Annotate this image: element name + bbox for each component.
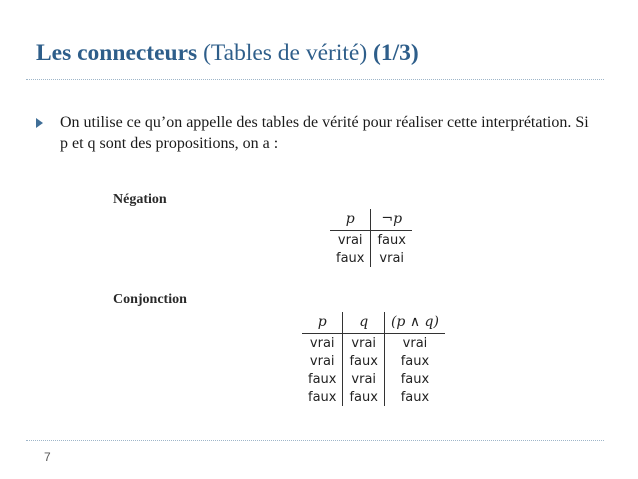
- table-cell: vrai: [343, 334, 384, 353]
- title-subtitle: (Tables de vérité): [203, 40, 368, 66]
- page-number: 7: [44, 450, 51, 464]
- table-cell: faux: [336, 250, 365, 266]
- table-cell: faux: [308, 371, 337, 387]
- conjonction-header-p: p: [302, 312, 343, 334]
- table-cell: faux: [343, 352, 384, 370]
- negation-header-row: [330, 209, 412, 231]
- title-divider: [26, 79, 604, 80]
- table-row: [330, 231, 412, 250]
- negation-header-not-p: ¬p: [371, 209, 412, 231]
- table-row: [330, 249, 412, 267]
- title-main: Les connecteurs: [36, 40, 198, 66]
- table-row: [302, 334, 445, 353]
- negation-label: Négation: [113, 192, 167, 207]
- conjonction-header-row: [302, 312, 445, 334]
- conjonction-label: Conjonction: [113, 292, 187, 307]
- bullet-text: On utilise ce qu’on appelle des tables de vérité pour réaliser cette interprétation. Si p et q sont des propositions, on a :: [60, 114, 589, 152]
- table-cell: faux: [371, 231, 412, 250]
- title-counter: (1/3): [373, 40, 419, 66]
- negation-header-p: p: [330, 209, 371, 231]
- table-cell: vrai: [343, 370, 384, 388]
- table-cell: faux: [384, 370, 445, 388]
- conjonction-header-q: q: [343, 312, 384, 334]
- slide-title: [36, 40, 419, 67]
- table-cell: vrai: [309, 353, 335, 369]
- table-cell: vrai: [384, 334, 445, 353]
- conjonction-table: [302, 312, 445, 406]
- conjonction-header-p-and-q: (p ∧ q): [384, 312, 445, 334]
- table-cell: vrai: [371, 249, 412, 267]
- footer-divider: [26, 440, 604, 441]
- table-row: [302, 388, 445, 406]
- bullet-item: [36, 112, 596, 154]
- negation-table: [330, 209, 412, 267]
- table-cell: vrai: [337, 232, 363, 248]
- table-cell: faux: [308, 389, 337, 405]
- table-cell: vrai: [309, 335, 335, 351]
- table-cell: faux: [343, 388, 384, 406]
- bullet-arrow-icon: [36, 118, 43, 128]
- table-row: [302, 352, 445, 370]
- table-row: [302, 370, 445, 388]
- table-cell: faux: [384, 352, 445, 370]
- table-cell: faux: [384, 388, 445, 406]
